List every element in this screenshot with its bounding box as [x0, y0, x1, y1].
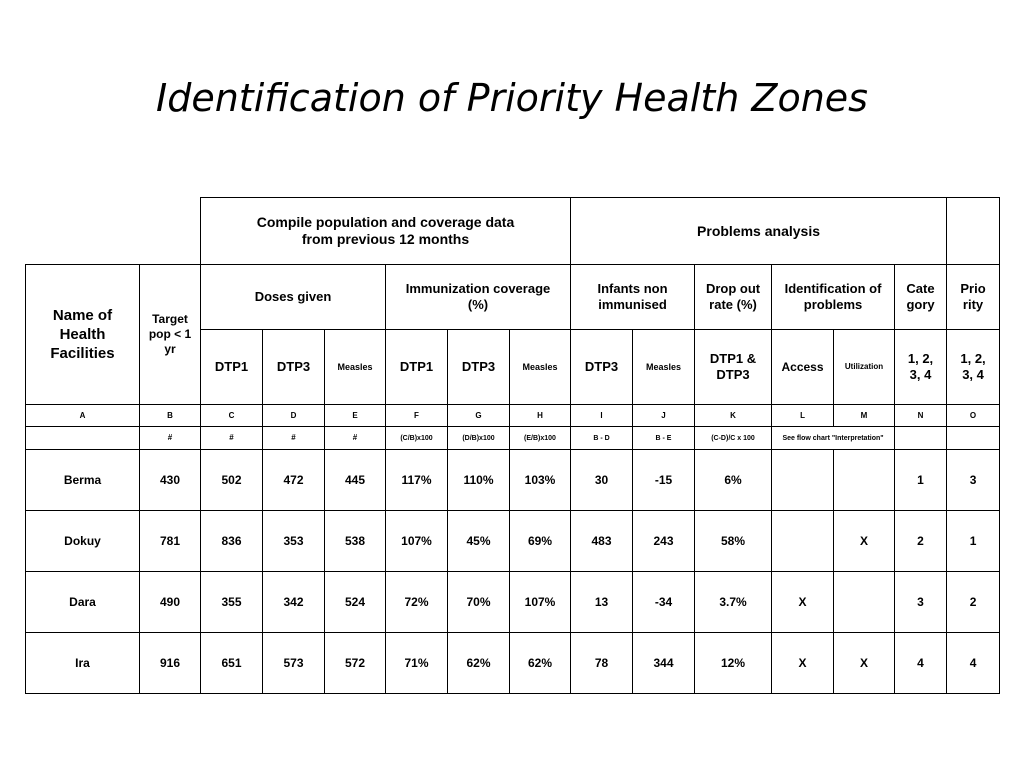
infants-dtp3-header: DTP3 — [571, 330, 633, 405]
formula-o — [947, 427, 1000, 450]
access-mark — [772, 450, 834, 511]
doses-measles: 445 — [325, 450, 386, 511]
letter-i: I — [571, 405, 633, 427]
drop-out-rate-header: Drop out rate (%) — [695, 265, 772, 330]
formula-f: (C/B)x100 — [386, 427, 448, 450]
coverage-dtp3: 110% — [448, 450, 510, 511]
access-mark: X — [772, 633, 834, 694]
coverage-measles: 107% — [510, 572, 571, 633]
doses-given-header: Doses given — [201, 265, 386, 330]
doses-measles: 538 — [325, 511, 386, 572]
priority-zones-table — [25, 197, 1000, 694]
letter-a: A — [26, 405, 140, 427]
formula-a — [26, 427, 140, 450]
infants-dtp3: 78 — [571, 633, 633, 694]
facility-name: Ira — [26, 633, 140, 694]
coverage-measles-header: Measles — [510, 330, 571, 405]
formula-n — [895, 427, 947, 450]
compile-header: Compile population and coverage data from previous 12 months — [201, 198, 571, 265]
category-value: 1 — [895, 450, 947, 511]
access-mark — [772, 511, 834, 572]
utilization-mark: X — [834, 633, 895, 694]
coverage-dtp3: 62% — [448, 633, 510, 694]
doses-dtp1: 355 — [201, 572, 263, 633]
doses-dtp3: 353 — [263, 511, 325, 572]
table-row — [26, 511, 1000, 572]
drop-out-rate: 3.7% — [695, 572, 772, 633]
letter-c: C — [201, 405, 263, 427]
problems-analysis-header: Problems analysis — [571, 198, 947, 265]
letter-f: F — [386, 405, 448, 427]
priority-values-header: 1, 2, 3, 4 — [947, 330, 1000, 405]
letter-n: N — [895, 405, 947, 427]
table-row — [26, 633, 1000, 694]
priority-value: 2 — [947, 572, 1000, 633]
coverage-dtp1: 72% — [386, 572, 448, 633]
coverage-dtp1-header: DTP1 — [386, 330, 448, 405]
target-pop-header: Target pop < 1 yr — [140, 265, 201, 405]
header-row-2 — [26, 265, 1000, 330]
facility-name: Berma — [26, 450, 140, 511]
utilization-header: Utilization — [834, 330, 895, 405]
coverage-dtp1: 107% — [386, 511, 448, 572]
doses-dtp3-header: DTP3 — [263, 330, 325, 405]
category-header: Cate gory — [895, 265, 947, 330]
immunization-coverage-header: Immunization coverage (%) — [386, 265, 571, 330]
formula-g: (D/B)x100 — [448, 427, 510, 450]
category-value: 3 — [895, 572, 947, 633]
letter-b: B — [140, 405, 201, 427]
drop-out-rate: 12% — [695, 633, 772, 694]
header-row-1 — [26, 198, 1000, 265]
utilization-mark — [834, 450, 895, 511]
category-values-header: 1, 2, 3, 4 — [895, 330, 947, 405]
formula-k: (C-D)/C x 100 — [695, 427, 772, 450]
letter-j: J — [633, 405, 695, 427]
empty-corner — [26, 198, 201, 265]
coverage-measles: 69% — [510, 511, 571, 572]
priority-value: 3 — [947, 450, 1000, 511]
letter-g: G — [448, 405, 510, 427]
doses-measles: 572 — [325, 633, 386, 694]
formulas-row — [26, 427, 1000, 450]
facility-name: Dokuy — [26, 511, 140, 572]
letter-d: D — [263, 405, 325, 427]
infants-measles: -34 — [633, 572, 695, 633]
formula-h: (E/B)x100 — [510, 427, 571, 450]
letter-e: E — [325, 405, 386, 427]
doses-dtp1: 502 — [201, 450, 263, 511]
priority-value: 4 — [947, 633, 1000, 694]
coverage-dtp1: 117% — [386, 450, 448, 511]
target-pop: 781 — [140, 511, 201, 572]
table-row — [26, 572, 1000, 633]
coverage-measles: 62% — [510, 633, 571, 694]
doses-dtp1: 836 — [201, 511, 263, 572]
formula-l-m: See flow chart "Interpretation" — [772, 427, 895, 450]
infants-dtp3: 30 — [571, 450, 633, 511]
doses-dtp3: 472 — [263, 450, 325, 511]
priority-header: Prio rity — [947, 265, 1000, 330]
doses-dtp1: 651 — [201, 633, 263, 694]
drop-out-rate: 6% — [695, 450, 772, 511]
identification-of-problems-header: Identification of problems — [772, 265, 895, 330]
infants-dtp3: 13 — [571, 572, 633, 633]
coverage-dtp3: 70% — [448, 572, 510, 633]
infants-dtp3: 483 — [571, 511, 633, 572]
doses-dtp3: 573 — [263, 633, 325, 694]
empty-header-cell — [947, 198, 1000, 265]
infants-non-immunised-header: Infants non immunised — [571, 265, 695, 330]
facility-name: Dara — [26, 572, 140, 633]
doses-dtp1-header: DTP1 — [201, 330, 263, 405]
infants-measles: -15 — [633, 450, 695, 511]
coverage-measles: 103% — [510, 450, 571, 511]
infants-measles: 243 — [633, 511, 695, 572]
infants-measles: 344 — [633, 633, 695, 694]
target-pop: 430 — [140, 450, 201, 511]
formula-c: # — [201, 427, 263, 450]
category-value: 2 — [895, 511, 947, 572]
access-header: Access — [772, 330, 834, 405]
target-pop: 490 — [140, 572, 201, 633]
doses-dtp3: 342 — [263, 572, 325, 633]
doses-measles: 524 — [325, 572, 386, 633]
drop-dtp1-dtp3-header: DTP1 & DTP3 — [695, 330, 772, 405]
column-letters-row — [26, 405, 1000, 427]
letter-m: M — [834, 405, 895, 427]
letter-k: K — [695, 405, 772, 427]
target-pop: 916 — [140, 633, 201, 694]
formula-e: # — [325, 427, 386, 450]
doses-measles-header: Measles — [325, 330, 386, 405]
formula-d: # — [263, 427, 325, 450]
coverage-dtp3: 45% — [448, 511, 510, 572]
priority-value: 1 — [947, 511, 1000, 572]
letter-l: L — [772, 405, 834, 427]
name-of-facilities-header: Name of Health Facilities — [26, 265, 140, 405]
formula-b: # — [140, 427, 201, 450]
access-mark: X — [772, 572, 834, 633]
letter-h: H — [510, 405, 571, 427]
page-title: Identification of Priority Health Zones — [156, 76, 868, 120]
letter-o: O — [947, 405, 1000, 427]
formula-i: B - D — [571, 427, 633, 450]
utilization-mark — [834, 572, 895, 633]
table-row — [26, 450, 1000, 511]
coverage-dtp3-header: DTP3 — [448, 330, 510, 405]
coverage-dtp1: 71% — [386, 633, 448, 694]
utilization-mark: X — [834, 511, 895, 572]
formula-j: B - E — [633, 427, 695, 450]
category-value: 4 — [895, 633, 947, 694]
infants-measles-header: Measles — [633, 330, 695, 405]
drop-out-rate: 58% — [695, 511, 772, 572]
